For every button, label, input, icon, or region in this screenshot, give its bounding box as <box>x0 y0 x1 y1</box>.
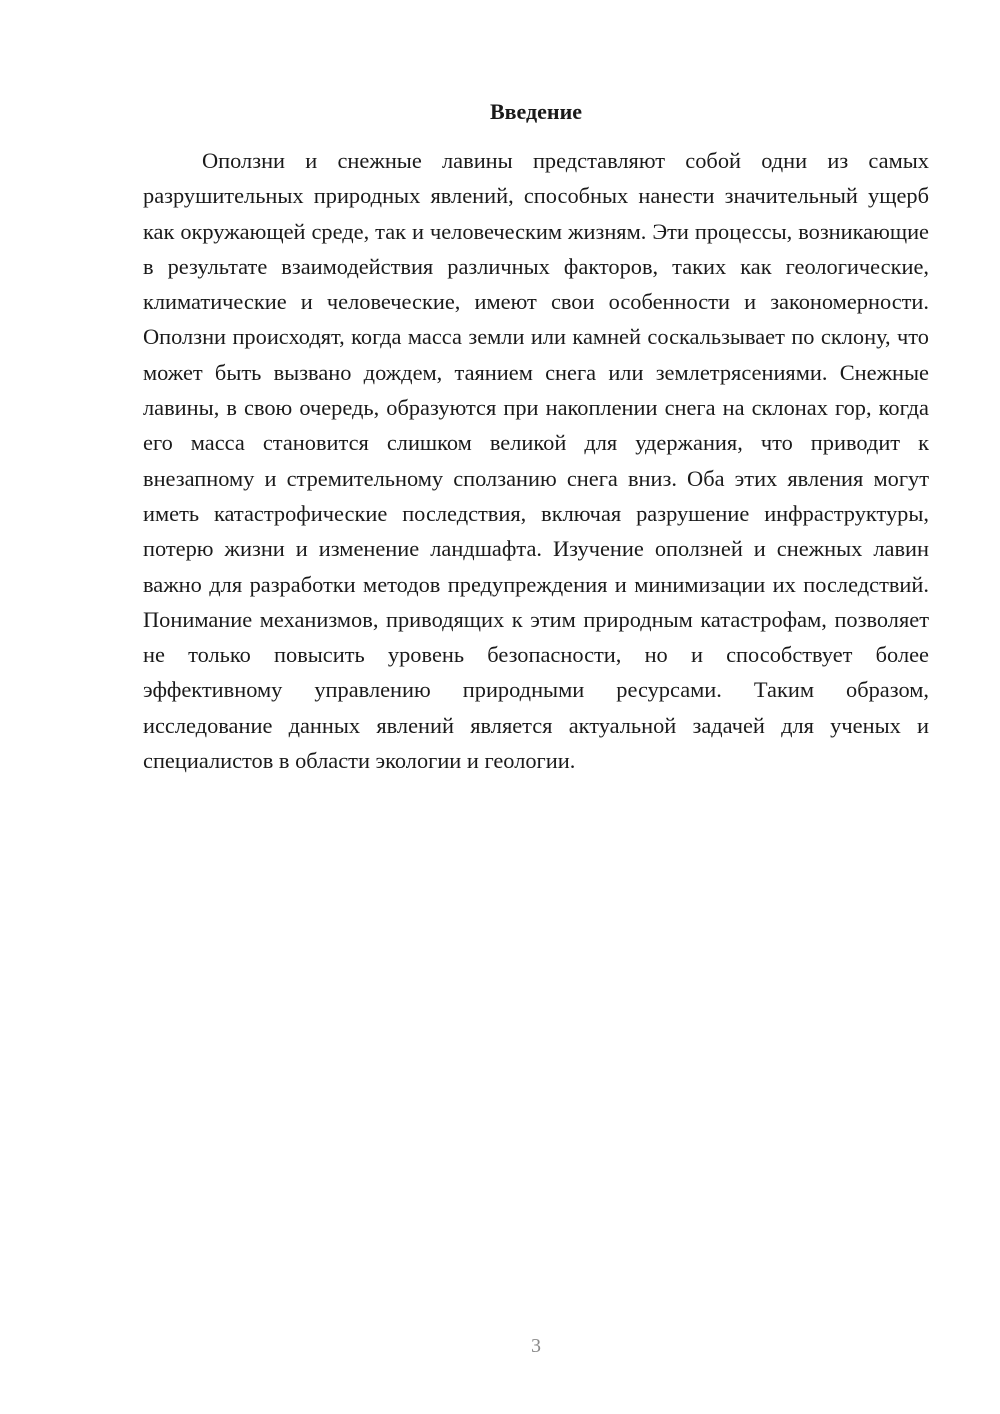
page-number: 3 <box>531 1335 541 1357</box>
section-heading: Введение <box>489 99 583 124</box>
body-paragraph: Оползни и снежные лавины представляют собой одни из самых разрушительных природных явлений, способных нанести значительный ущерб как окружающей среде, так и человеческим жизням. Эти процессы, возникающие в результате взаимодействия различных факторов, таких как геологические, климатические и человеческие, имеют свои особенности и закономерности. Оползни происходят, когда масса земли или камней соскальзывает по склону, что может быть вызвано дождем, таянием снега или землетрясениями. Снежные лавины, в свою очередь, образуются при накоплении снега на склонах гор, когда его масса становится слишком великой для удержания, что приводит к внезапному и стремительному сползанию снега вниз. Оба этих явления могут иметь катастрофические последствия, включая разрушение инфраструктуры, потерю жизни и изменение ландшафта. Изучение оползней и снежных лавин важно для разработки методов предупреждения и минимизации их последствий. Понимание механизмов, приводящих к этим природным катастрофам, позволяет не только повысить уровень безопасности, но и способствует более эффективному управлению природными ресурсами. Таким образом, исследование данных явлений является актуальной задачей для ученых и специалистов в области экологии и геологии. <box>143 148 929 774</box>
